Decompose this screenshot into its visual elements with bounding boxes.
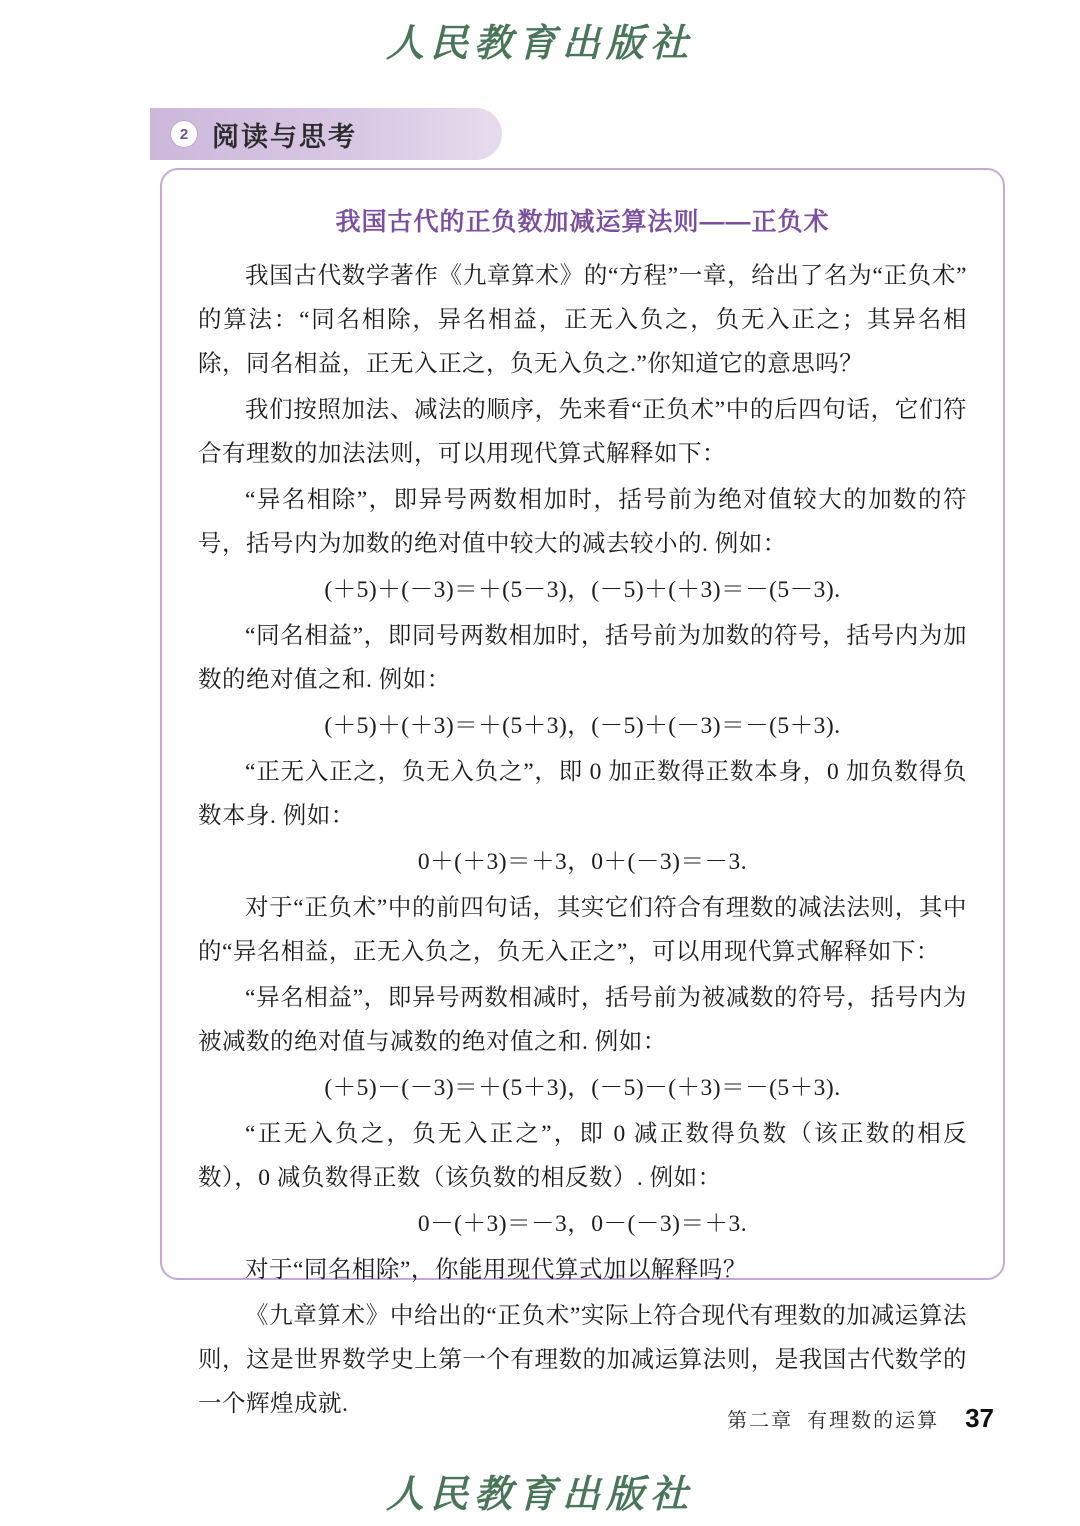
paragraph: “同名相益”，即同号两数相加时，括号前为加数的符号，括号内为加数的绝对值之和. 例如： [198,623,967,693]
formula-line: 0＋(＋3)＝＋3，0＋(－3)＝－3. [417,849,748,875]
publisher-logo-bottom: 人民教育出版社 [385,1474,694,1516]
formula-line: (＋5)＋(＋3)＝＋(5＋3)，(－5)＋(－3)＝－(5＋3). [324,713,841,739]
publisher-logo-top: 人民教育出版社 [385,23,694,65]
paragraph: 《九章算术》中给出的“正负术”实际上符合现代有理数的加减运算法则，这是世界数学史上第一个有理数的加减运算法则，是我国古代数学的一个辉煌成就. [198,1303,967,1417]
paragraph: 对于“同名相除”，你能用现代算式加以解释吗？ [245,1257,747,1283]
section-header [150,108,502,160]
paragraph: 对于“正负术”中的前四句话，其实它们符合有理数的减法法则，其中的“异名相益，正无入负之，负无入正之”，可以用现代算式解释如下： [198,895,967,965]
page-number: 37 [965,1403,994,1433]
reading-panel [160,168,1005,1417]
formula-line: 0－(＋3)＝－3，0－(－3)＝＋3. [417,1211,748,1237]
page-footer [727,1403,994,1434]
paragraph: “异名相除”，即异号两数相加时，括号前为绝对值较大的加数的符号，括号内为加数的绝对值中较大的减去较小的. 例如： [198,487,967,557]
paragraph: “正无入负之，负无入正之”，即 0 减正数得负数（该正数的相反数），0 减负数得正数（该负数的相反数）. 例如： [198,1121,967,1191]
paragraph: “异名相益”，即异号两数相减时，括号前为被减数的符号，括号内为被减数的绝对值与减数的绝对值之和. 例如： [198,985,967,1055]
article-body [198,254,967,1426]
formula-line: (＋5)＋(－3)＝＋(5－3)，(－5)＋(＋3)＝－(5－3). [324,577,841,603]
paragraph: 我们按照加法、减法的顺序，先来看“正负术”中的后四句话，它们符合有理数的加法法则，可以用现代算式解释如下： [198,397,967,467]
section-number-badge: 2 [170,120,198,148]
paragraph: 我国古代数学著作《九章算术》的“方程”一章，给出了名为“正负术”的算法：“同名相除，异名相益，正无入负之，负无入正之；其异名相除，同名相益，正无入正之，负无入负之.”你知道它的意思吗？ [198,263,967,377]
footer-section-label: 有理数的运算 [807,1410,940,1432]
article-title: 我国古代的正负数加减运算法则——正负术 [335,208,830,236]
paragraph: “正无入正之，负无入负之”，即 0 加正数得正数本身，0 加负数得负数本身. 例如： [198,759,967,829]
footer-chapter-label: 第二章 [727,1410,794,1432]
formula-line: (＋5)－(－3)＝＋(5＋3)，(－5)－(＋3)＝－(5＋3). [324,1075,841,1101]
section-title-label: 阅读与思考 [212,121,357,152]
